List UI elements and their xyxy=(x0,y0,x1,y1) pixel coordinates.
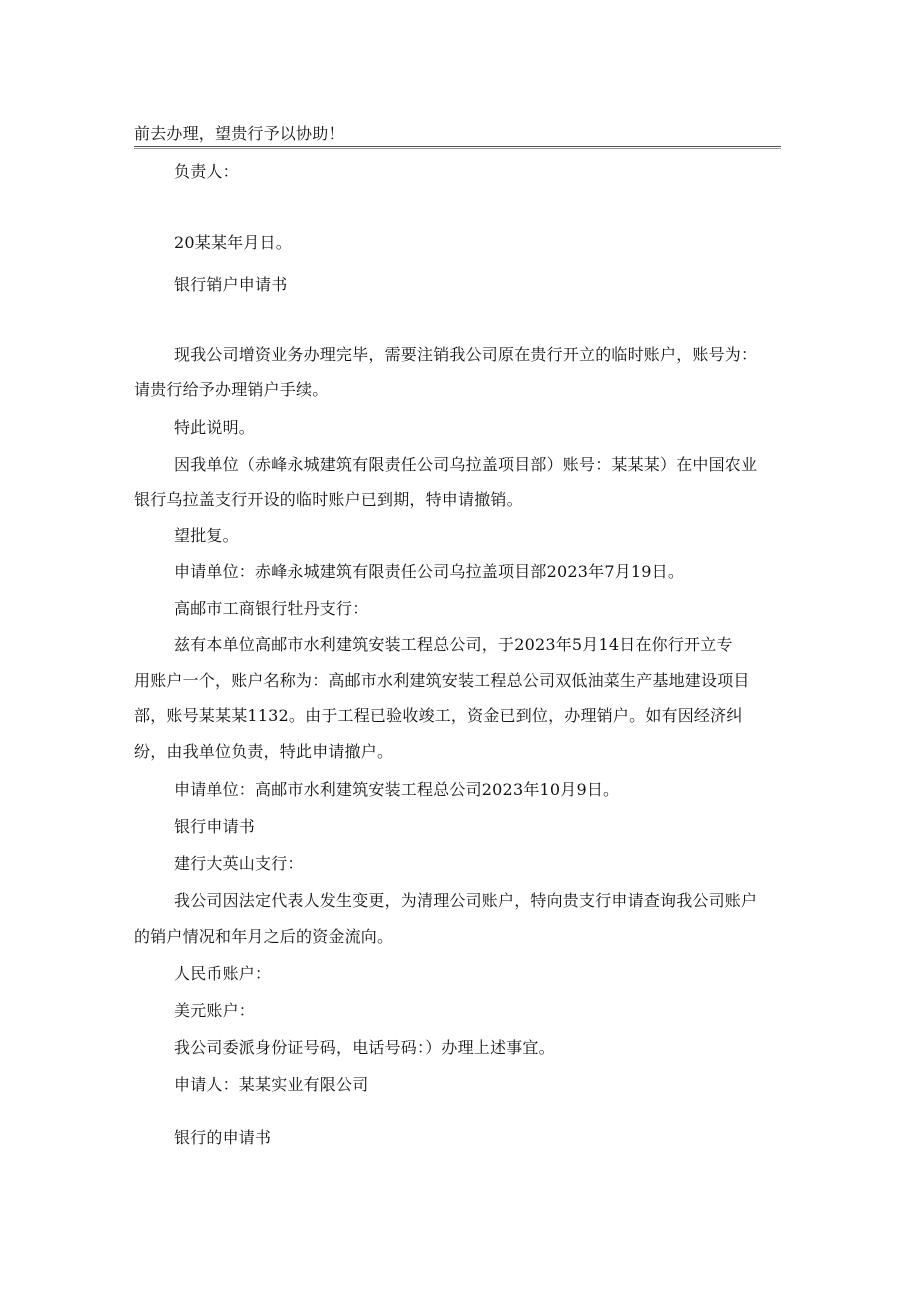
text-line-22: 人民币账户： xyxy=(174,964,272,983)
text-line-23: 美元账户： xyxy=(174,1001,256,1020)
text-line-2: 负责人： xyxy=(174,162,239,181)
header-rule xyxy=(134,146,781,147)
section-title-2: 银行申请书 xyxy=(174,817,256,836)
text-line-19: 建行大英山支行： xyxy=(174,854,304,873)
text-line-5: 现我公司增资业务办理完毕，需要注销我公司原在贵行开立的临时账户，账号为： xyxy=(174,345,758,364)
section-title-1: 银行销户申请书 xyxy=(174,275,288,294)
text-line-8: 因我单位（赤峰永城建筑有限责任公司乌拉盖项目部）账号：某某某）在中国农业 xyxy=(174,455,758,474)
text-line-7: 特此说明。 xyxy=(174,418,256,437)
text-line-3: 20某某年月日。 xyxy=(174,233,292,252)
text-line-15: 部，账号某某某1132。由于工程已验收竣工，资金已到位，办理销户。如有因经济纠 xyxy=(134,706,743,725)
text-line-25: 申请人：某某实业有限公司 xyxy=(174,1075,369,1094)
text-line-11: 申请单位：赤峰永城建筑有限责任公司乌拉盖项目部2023年7月19日。 xyxy=(174,562,685,581)
text-line-20: 我公司因法定代表人发生变更，为清理公司账户，特向贵支行申请查询我公司账户 xyxy=(174,891,758,910)
text-line-24: 我公司委派身份证号码，电话号码：）办理上述事宜。 xyxy=(174,1038,555,1057)
text-line-1: 前去办理，望贵行予以协助！ xyxy=(134,124,345,143)
text-line-16: 纷，由我单位负责，特此申请撤户。 xyxy=(134,742,394,761)
text-line-13: 兹有本单位高邮市水利建筑安装工程总公司，于2023年5月14日在你行开立专 xyxy=(174,635,733,654)
header-rule-secondary xyxy=(134,148,781,149)
text-line-12: 高邮市工商银行牡丹支行： xyxy=(174,599,369,618)
text-line-10: 望批复。 xyxy=(174,526,239,545)
text-line-6: 请贵行给予办理销户手续。 xyxy=(134,380,329,399)
section-title-3: 银行的申请书 xyxy=(174,1128,272,1147)
text-line-17: 申请单位：高邮市水利建筑安装工程总公司2023年10月9日。 xyxy=(174,780,620,799)
text-line-14: 用账户一个，账户名称为：高邮市水利建筑安装工程总公司双低油菜生产基地建设项目 xyxy=(134,671,750,690)
text-line-9: 银行乌拉盖支行开设的临时账户已到期，特申请撤销。 xyxy=(134,490,523,509)
text-line-21: 的销户情况和年月之后的资金流向。 xyxy=(134,927,394,946)
